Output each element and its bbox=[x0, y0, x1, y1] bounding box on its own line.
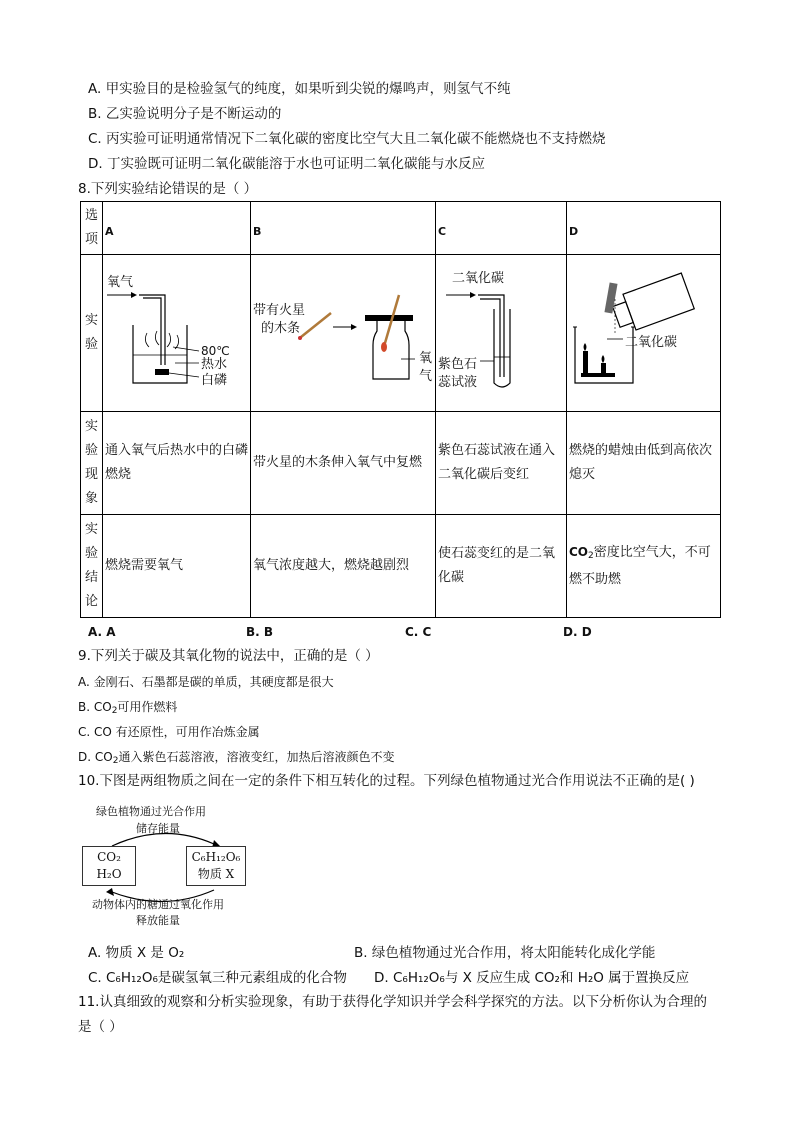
box-reactants: CO₂ H₂O bbox=[82, 846, 136, 886]
observation-c: 紫色石蕊试液在通入二氧化碳后变红 bbox=[436, 412, 567, 515]
q7-option-d: D. 丁实验既可证明二氧化碳能溶于水也可证明二氧化碳能与水反应 bbox=[88, 156, 485, 172]
experiment-c-diagram bbox=[436, 255, 567, 412]
box-products: C₆H₁₂O₆ 物质 X bbox=[186, 846, 246, 886]
col-header-b: B bbox=[251, 202, 436, 255]
label-temperature: 80℃ bbox=[201, 344, 230, 358]
observation-d: 燃烧的蜡烛由低到高依次熄灭 bbox=[567, 412, 721, 515]
label-carbon-dioxide-d: 二氧化碳 bbox=[625, 335, 678, 350]
label-litmus-2: 蕊试液 bbox=[438, 375, 478, 390]
diagram-top-line-1: 绿色植物通过光合作用 bbox=[96, 805, 206, 818]
q10-stem: 10.下图是两组物质之间在一定的条件下相互转化的过程。下列绿色植物通过光合作用说法不正确的是( ) bbox=[78, 773, 695, 789]
label-oxygen: 氧气 bbox=[107, 275, 134, 290]
observation-b: 带火星的木条伸入氧气中复燃 bbox=[251, 412, 436, 515]
conclusion-b: 氧气浓度越大，燃烧越剧烈 bbox=[251, 515, 436, 618]
observation-a: 通入氧气后热水中的白磷燃烧 bbox=[103, 412, 251, 515]
label-hot-water: 热水 bbox=[201, 357, 228, 372]
experiment-d-diagram bbox=[567, 255, 721, 412]
conclusion-a: 燃烧需要氧气 bbox=[103, 515, 251, 618]
q8-stem: 8.下列实验结论错误的是（ ） bbox=[78, 181, 258, 197]
q10-option-b: B. 绿色植物通过光合作用，将太阳能转化成化学能 bbox=[354, 945, 656, 961]
q10-option-c: C. C₆H₁₂O₆是碳氢氧三种元素组成的化合物 bbox=[88, 970, 347, 986]
col-header-d: D bbox=[567, 202, 721, 255]
q9-option-b: B. $CO_2$可用作燃料 bbox=[78, 700, 178, 716]
q7-option-b: B. 乙实验说明分子是不断运动的 bbox=[88, 106, 282, 122]
header-label: 选项 bbox=[84, 208, 98, 247]
label-glowing-stick-2: 的木条 bbox=[261, 321, 301, 336]
q8-option-a: A. A bbox=[88, 625, 116, 639]
conclusion-c: 使石蕊变红的是二氧化碳 bbox=[436, 515, 567, 618]
diagram-bottom-line-1: 动物体内的糖通过氧化作用 bbox=[92, 898, 224, 911]
q10-option-a: A. 物质 X 是 O₂ bbox=[88, 945, 185, 961]
q8-table bbox=[80, 201, 721, 618]
q8-option-b: B. B bbox=[246, 625, 274, 639]
label-oxygen-b-1: 氧 bbox=[419, 351, 433, 366]
row-label-conclusion: 实验结论 bbox=[81, 515, 103, 618]
q9-option-d: D. $CO_2$通入紫色石蕊溶液，溶液变红，加热后溶液颜色不变 bbox=[78, 750, 395, 766]
beaker-phosphorus-illustration bbox=[103, 255, 251, 411]
gas-bottle-illustration bbox=[251, 255, 436, 411]
label-glowing-stick-1: 带有火星 bbox=[253, 303, 306, 318]
header-label-cell bbox=[81, 202, 103, 255]
q11-stem-line-1: 11.认真细致的观察和分析实验现象，有助于获得化学知识并学会科学探究的方法。以下分析你认为合理的 bbox=[78, 994, 707, 1010]
q10-option-d: D. C₆H₁₂O₆与 X 反应生成 CO₂和 H₂O 属于置换反应 bbox=[374, 970, 690, 986]
experiment-a-diagram bbox=[103, 255, 251, 412]
label-white-phosphorus: 白磷 bbox=[201, 373, 228, 388]
experiment-b-diagram bbox=[251, 255, 436, 412]
label-oxygen-b-2: 气 bbox=[419, 369, 433, 384]
diagram-bottom-line-2: 释放能量 bbox=[136, 914, 180, 927]
q8-option-d: D. D bbox=[563, 625, 592, 639]
q9-option-c: C. CO 有还原性，可用作冶炼金属 bbox=[78, 725, 260, 739]
q10-cycle-diagram bbox=[78, 800, 248, 930]
label-litmus-1: 紫色石 bbox=[438, 357, 478, 372]
q9-option-a: A. 金刚石、石墨都是碳的单质，其硬度都是很大 bbox=[78, 675, 334, 689]
col-header-c: C bbox=[436, 202, 567, 255]
q8-option-c: C. C bbox=[405, 625, 432, 639]
row-label-observation: 实验现象 bbox=[81, 412, 103, 515]
conclusion-d: $CO_2$密度比空气大，不可燃不助燃 bbox=[567, 515, 721, 618]
q11-stem-line-2: 是（ ） bbox=[78, 1019, 123, 1035]
label-carbon-dioxide-c: 二氧化碳 bbox=[452, 271, 505, 286]
q9-stem: 9.下列关于碳及其氧化物的说法中，正确的是（ ） bbox=[78, 648, 379, 664]
col-header-a: A bbox=[103, 202, 251, 255]
row-label-experiment: 实验 bbox=[81, 255, 103, 412]
q7-option-c: C. 丙实验可证明通常情况下二氧化碳的密度比空气大且二氧化碳不能燃烧也不支持燃烧 bbox=[88, 131, 606, 147]
q7-option-a: A. 甲实验目的是检验氢气的纯度，如果听到尖锐的爆鸣声，则氢气不纯 bbox=[88, 81, 511, 97]
diagram-top-line-2: 储存能量 bbox=[136, 822, 180, 835]
